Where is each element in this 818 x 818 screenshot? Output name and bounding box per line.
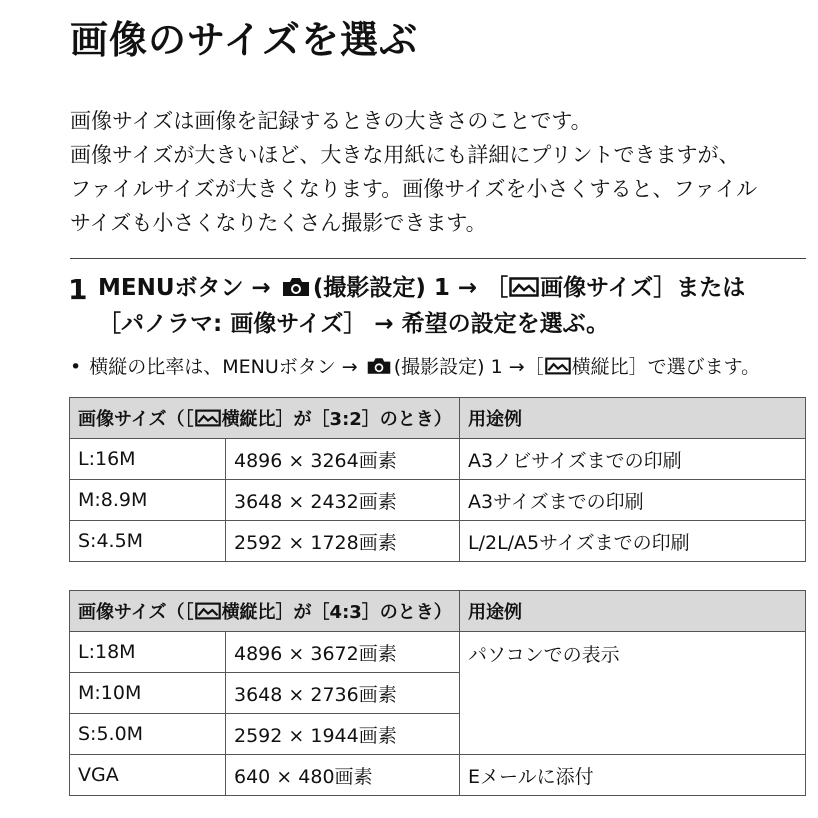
image-size-icon bbox=[195, 409, 221, 427]
image-size-icon bbox=[509, 277, 539, 297]
table-header-row bbox=[70, 591, 806, 632]
camera-icon bbox=[281, 277, 311, 297]
header-image-size: 画像サイズ（［ 横縦比］が［4:3］のとき） bbox=[70, 591, 460, 632]
camera-icon bbox=[366, 357, 392, 375]
intro-line: ファイルサイズが大きくなります。画像サイズを小さくすると、ファイル bbox=[70, 177, 758, 201]
step-text-shooting: (撮影設定) 1 → ［ bbox=[312, 275, 509, 301]
table-header-row bbox=[70, 398, 806, 439]
step-text-image-size: 画像サイズ］または bbox=[540, 275, 746, 301]
cell-pixels: 4896 × 3264画素 bbox=[226, 439, 460, 480]
step-text-menu: MENUボタン → bbox=[98, 275, 279, 301]
header-use: 用途例 bbox=[460, 398, 806, 439]
cell-size: S:5.0M bbox=[70, 714, 226, 755]
intro-paragraph bbox=[70, 104, 757, 240]
note-text-b: (撮影設定) 1 →［ bbox=[393, 356, 544, 378]
cell-pixels: 2592 × 1728画素 bbox=[226, 521, 460, 562]
header-image-size: 画像サイズ（［ 横縦比］が［3:2］のとき） bbox=[70, 398, 460, 439]
cell-pixels: 3648 × 2432画素 bbox=[226, 480, 460, 521]
note-text-c: 横縦比］で選びます。 bbox=[571, 356, 761, 378]
step-line-1 bbox=[98, 270, 745, 306]
note-text-a: 横縦の比率は、MENUボタン → bbox=[89, 356, 364, 378]
aspect-ratio-note bbox=[70, 352, 760, 382]
page-title: 画像のサイズを選ぶ bbox=[70, 18, 418, 62]
image-size-table-3-2 bbox=[69, 397, 806, 562]
bullet: • bbox=[70, 356, 82, 378]
cell-use: パソコンでの表示 bbox=[460, 632, 806, 755]
cell-pixels: 3648 × 2736画素 bbox=[226, 673, 460, 714]
intro-line: 画像サイズは画像を記録するときの大きさのことです。 bbox=[70, 109, 592, 133]
cell-pixels: 4896 × 3672画素 bbox=[226, 632, 460, 673]
cell-size: L:16M bbox=[70, 439, 226, 480]
cell-use: L/2L/A5サイズまでの印刷 bbox=[460, 521, 806, 562]
image-size-icon bbox=[195, 602, 221, 620]
step-instruction bbox=[98, 270, 745, 342]
cell-use: Eメールに添付 bbox=[460, 755, 806, 796]
intro-line: サイズも小さくなりたくさん撮影できます。 bbox=[70, 211, 487, 235]
step-number: 1 bbox=[68, 273, 88, 306]
table-row bbox=[70, 439, 806, 480]
cell-use: A3サイズまでの印刷 bbox=[460, 480, 806, 521]
image-size-icon bbox=[545, 357, 571, 375]
step-line-2: ［パノラマ: 画像サイズ］ → 希望の設定を選ぶ。 bbox=[98, 311, 610, 337]
header-use: 用途例 bbox=[460, 591, 806, 632]
cell-pixels: 640 × 480画素 bbox=[226, 755, 460, 796]
cell-size: L:18M bbox=[70, 632, 226, 673]
table-row bbox=[70, 480, 806, 521]
table-row bbox=[70, 521, 806, 562]
cell-pixels: 2592 × 1944画素 bbox=[226, 714, 460, 755]
table-row bbox=[70, 632, 806, 673]
cell-size: S:4.5M bbox=[70, 521, 226, 562]
cell-size: VGA bbox=[70, 755, 226, 796]
image-size-table-4-3 bbox=[69, 590, 806, 796]
intro-line: 画像サイズが大きいほど、大きな用紙にも詳細にプリントできますが、 bbox=[70, 143, 740, 167]
cell-size: M:10M bbox=[70, 673, 226, 714]
cell-use: A3ノビサイズまでの印刷 bbox=[460, 439, 806, 480]
cell-size: M:8.9M bbox=[70, 480, 226, 521]
section-divider bbox=[70, 258, 806, 259]
table-row bbox=[70, 755, 806, 796]
